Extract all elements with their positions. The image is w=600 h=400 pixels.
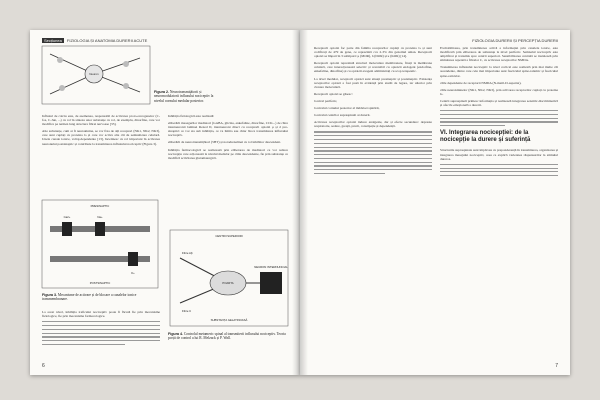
left-page	[30, 30, 300, 375]
figure-2-vesicle	[59, 85, 65, 91]
right-column-2	[440, 46, 558, 179]
left-running-header	[42, 38, 147, 43]
figure-3-ion-label-3: K+	[131, 271, 135, 275]
figure-2-vesicle	[57, 57, 63, 63]
text-line	[440, 110, 558, 111]
text-line	[42, 344, 125, 345]
text-line	[314, 143, 432, 144]
text-line	[440, 114, 558, 115]
bullet-2: căile neurokininelor (NK1, NK2, NK3), prin activarea receptorilor cuplați cu proteina G.	[440, 87, 558, 96]
figure-4-center-label: NEURON INTERNUNCIAL	[254, 265, 288, 269]
left-column-1-top	[42, 114, 160, 149]
figure-2-caption	[154, 90, 214, 103]
figure-3-ion-channel	[62, 222, 72, 236]
section-heading: VI. Integrarea nocicepției: de la nocicepție la durere și suferință	[440, 130, 531, 144]
figure-3-bottom-label: POSTSINAPTIC	[89, 281, 111, 285]
figure-4-caption	[168, 332, 288, 341]
paragraph-side-effects: Activarea receptorilor opioizi induce analgezie, dar și efecte secundare: depresie respiratorie, sedare, greață, prurit, constipație și dependență.	[314, 120, 432, 129]
figure-3-ion-channel	[95, 222, 105, 236]
paragraph-fig-ref: Alte substanțe, cum ar fi neurokinina, se vor fixa de alți receptori (NK1, NK2, NK3), care sunt cuplați cu proteina G și care vor activa alte căi de semnalizare celulară. Unele canale ionice, voltaj-dependente [13], încetinesc cu rol important în activarea neuronului postsinaptic și contribuie la transmiterea influxului nociceptiv (Figura 3).	[42, 129, 160, 146]
paragraph-pharma: Inhibiția farmacologică se realizează prin eliberarea de mediatori ce vor reduce nocicepția care acționează la nivelul medular pe căile descendente, fie prin substanțe ce modifică activitatea glutamatergică.	[168, 147, 288, 160]
text-line	[42, 333, 160, 334]
text-line	[314, 154, 432, 155]
figure-4-fibre-label-1: Fibre Aβ	[182, 251, 193, 255]
right-list-item-3: la nivelul centrilor supraspinali ai durerii.	[314, 113, 371, 118]
text-line	[314, 169, 432, 170]
text-line	[42, 340, 160, 341]
section-label: Secțiunea	[44, 38, 62, 43]
text-line	[440, 164, 558, 165]
text-line	[42, 325, 160, 326]
text-line	[42, 321, 160, 322]
figure-3-top-label: PRESINAPTIC	[90, 204, 110, 208]
left-page-number: 6	[42, 363, 45, 369]
paragraph-nmda: La acest nivel, inhibiția traficului nociceptiv poate fi făcută fie prin mecanisme fiziologice, fie prin mecanisme farmacologice.	[42, 310, 160, 319]
right-list-item-2: la nivelul cornului posterior al măduvei spinării,	[314, 106, 380, 111]
figure-4-top-label: CENTRII SUPERIORI	[215, 234, 243, 238]
right-running-header: FIZIOLOGIA DURERII ȘI PERCEPȚIA DURERII	[472, 38, 558, 43]
figure-4-caption-text: Controlul metameric spinal al transmiterii influxului nociceptiv. Teoria porții de control a lui R. Melzack și P. Wall.	[168, 332, 286, 341]
paragraph-endogenous: Receptorii opioizi reprezintă structuri moleculare membranare, fixați la membrana celulară, care interacționează selectiv și reversibil cu opioizii endogeni (endorfine, enkefaline, dinorfine) și cu opioizii exogeni administrați cu scop terapeutic.	[314, 61, 432, 74]
figure-4-diagram	[168, 228, 290, 328]
figure-4-caption-label: Figura 4.	[168, 332, 183, 336]
figure-2-center-label: Neuron	[89, 72, 99, 76]
text-line	[314, 131, 432, 132]
figure-3-caption-label: Figura 3.	[42, 293, 57, 297]
figure-4-fibre-label-2: Fibre C	[182, 309, 192, 313]
text-line	[314, 150, 432, 151]
right-column-1	[314, 46, 432, 177]
paragraph-cortex: Centrii supraspinali primesc informația și realizează integrarea senzitiv-discriminativă și afectiv-emoțională a durerii.	[440, 98, 558, 108]
figure-4-gate-label: POARTA	[222, 281, 234, 285]
figure-2-caption-label: Figura 2.	[154, 90, 169, 94]
figure-3-diagram	[40, 198, 160, 290]
paragraph-receptors: Receptorii opioizi fac parte din familia receptorilor cuplați cu proteina G și sunt codificați de 479 de gene, ce reprezintă cca 2-3% din genomul uman. Receptorii opioizi se împart în 3 subtipuri: μ (MOR), δ (DOR) și κ (KOR) [14].	[314, 46, 432, 59]
text-line	[314, 135, 432, 136]
bullet-1: căile dependente de receptorii NMDA (N-metil-D-aspartat),	[440, 80, 522, 85]
text-line	[42, 329, 160, 330]
text-line	[314, 147, 432, 148]
text-line	[440, 175, 558, 176]
figure-4-bottom-label: SUBSTANȚA GELATINOASĂ	[210, 318, 248, 322]
right-page	[300, 30, 570, 375]
text-line	[314, 158, 432, 159]
figure-3-caption	[42, 293, 160, 302]
left-column-1-bottom	[42, 310, 160, 348]
text-line	[440, 125, 505, 126]
text-line	[440, 118, 558, 119]
figure-2-vesicle	[123, 61, 129, 67]
list-item-2: eliberării de neurotransmițători (5HT) și noradrenalinei cu rol inhibitor descendent.	[168, 140, 281, 145]
text-line	[314, 162, 432, 163]
text-line	[440, 168, 558, 169]
paragraph-final: Structurile supraspinale sunt implicate cu preponderență în transmiterea, organizarea și integrarea mesajului nociceptiv, ceea ce explică varietatea răspunsurilor la stimulul dureros.	[440, 148, 559, 161]
list-intro: Inhibiția fiziologică este realizată:	[168, 114, 215, 118]
figure-3-frame	[42, 200, 158, 288]
paragraph-intro: Influxul de calciu este, de asemenea, responsabil de activarea proto-oncogenelor (C-fos, C-Jun, ...) cu rol în sinteza unor substanțe cu rol, de exemplu, dinorfina, care vor modifica pe termen lung structura fibrei nervoase [33].	[42, 114, 160, 127]
left-column-2	[168, 114, 288, 163]
text-line	[440, 121, 558, 122]
right-list-intro: Receptorii opioizi se găsesc:	[314, 91, 353, 96]
left-header-title: FIZIOLOGIA ȘI ANATOMIA DURERII ACUTE	[66, 38, 148, 43]
list-item-1: eliberării mesagerilor mediatori (GABA, glicina, enkefaline, dinorfine, CCK...) de către interneuronii laminei Rexed II, interneuroni direct cu receptorii opioizi μ și δ pre-sinaptici ce vor sta sub inhibiția, ce va limita sau chiar bloca transmiterea influxului nociceptiv.	[168, 121, 288, 138]
text-line	[42, 336, 160, 337]
text-line	[314, 139, 432, 140]
right-page-number: 7	[555, 363, 558, 369]
figure-3-ion-label-2: Na+	[97, 215, 103, 219]
figure-3-ion-label-1: Ca2+	[63, 215, 71, 219]
paragraph-column2b: Transmiterea influxului nociceptiv la nivel cortical este realizată prin mai multe căi ascendente, dintre care cele mai importante sunt fasciculul spino-talamic și fasciculul spino-reticulat.	[440, 65, 558, 78]
text-line	[314, 173, 385, 174]
figure-2-vesicle	[123, 83, 129, 89]
figure-2-caption-text: Neurotransmițătorii și neuromodulatorii influxului nociceptiv la nivelul cornului medular posterior.	[154, 90, 214, 103]
figure-4-neuron	[260, 272, 282, 294]
figure-2-diagram	[40, 44, 152, 106]
text-line	[314, 165, 432, 166]
right-list-item-1: la nivel periferic,	[314, 98, 338, 103]
figure-3-ion-channel	[128, 252, 138, 266]
figure-3-caption-text: Mecanisme de activare și de blocare a canalelor ionice transmembranare.	[42, 293, 137, 302]
paragraph-column2: Excitabilitatea, prin transmiterea activă a informației prin canalele ionice, este modificată prin eliberarea de substanțe la nivel periferic. Semnalul nociceptiv este amplificat și transmis spre centrii superiori. Sensibilizarea centrală se instalează prin stimularea repetată a fibrelor C, cu activarea receptorilor NMDA.	[440, 46, 558, 63]
paragraph-body: La nivel medular, receptorii opioizi sunt situați presinaptic și postsinaptic. Existența receptorilor opioizi a fost pusă în evidență prin studii de legare, iar ulterior prin clonare moleculară.	[314, 76, 432, 89]
book-gutter-shadow	[292, 30, 308, 375]
text-line	[440, 171, 558, 172]
